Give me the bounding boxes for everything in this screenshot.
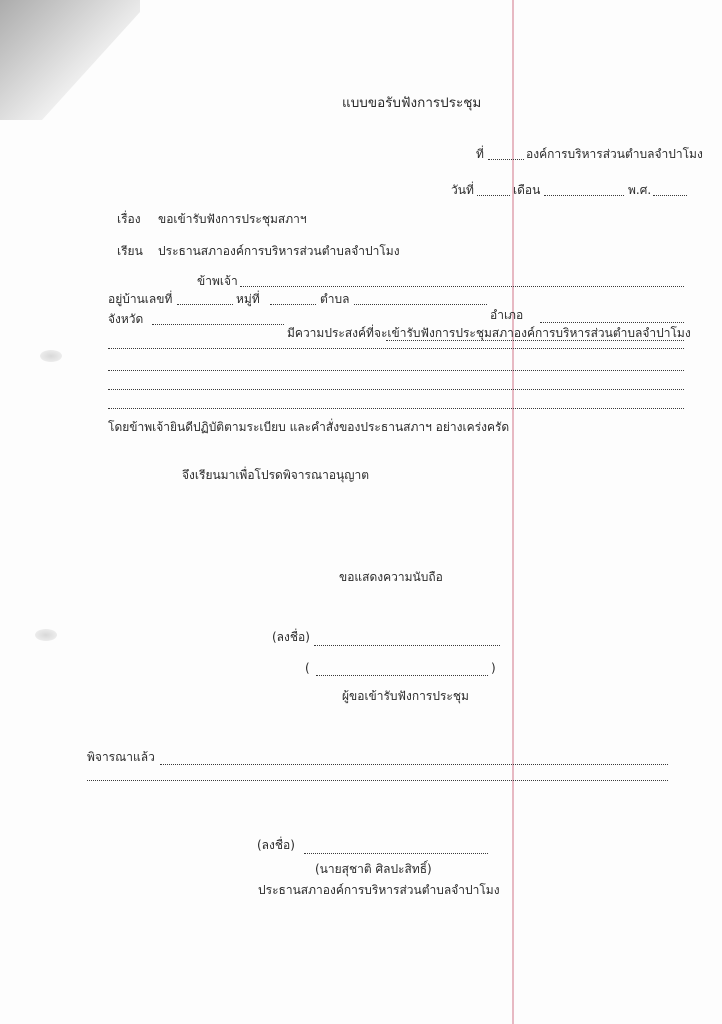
paren-close: ): [491, 661, 496, 675]
subject-label: เรื่อง: [117, 212, 141, 226]
applicant-printed-name-field[interactable]: [316, 675, 488, 676]
date-day-field[interactable]: [477, 195, 510, 196]
blank-line[interactable]: [108, 348, 684, 349]
blank-line[interactable]: [108, 408, 684, 409]
applicant-role: ผู้ขอเข้ารับฟังการประชุม: [342, 689, 469, 703]
date-year-label: พ.ศ.: [628, 183, 652, 197]
tambon-label: ตำบล: [320, 292, 350, 306]
tambon-field[interactable]: [354, 304, 487, 305]
amphoe-field[interactable]: [540, 322, 684, 323]
moo-label: หมู่ที่: [236, 292, 260, 306]
amphoe-label: อำเภอ: [490, 308, 524, 322]
chairman-signature-field[interactable]: [304, 853, 488, 854]
punch-hole: [40, 350, 62, 362]
scan-shadow: [0, 0, 140, 120]
at-label: ที่: [476, 147, 484, 161]
pledge-text: โดยข้าพเจ้ายินดีปฏิบัติตามระเบียบ และคำสั่งของประธานสภาฯ อย่างเคร่งครัด: [108, 420, 510, 434]
considered-label: พิจารณาแล้ว: [87, 750, 155, 764]
blank-line[interactable]: [108, 389, 684, 390]
to-label: เรียน: [117, 244, 143, 258]
applicant-signature-field[interactable]: [314, 645, 500, 646]
province-label: จังหวัด: [108, 312, 144, 326]
sign-label-1: (ลงชื่อ): [272, 630, 310, 644]
moo-field[interactable]: [270, 304, 316, 305]
to-value: ประธานสภาองค์การบริหารส่วนตำบลจำปาโมง: [158, 244, 400, 258]
at-value: องค์การบริหารส่วนตำบลจำปาโมง: [526, 147, 703, 161]
sign-label-2: (ลงชื่อ): [257, 838, 295, 852]
date-month-field[interactable]: [544, 195, 624, 196]
house-no-field[interactable]: [177, 304, 233, 305]
house-no-label: อยู่บ้านเลขที่: [108, 292, 173, 306]
form-title: แบบขอรับฟังการประชุม: [342, 95, 482, 111]
at-dots: [488, 159, 524, 160]
date-month-label: เดือน: [513, 183, 541, 197]
chairman-name: (นายสุชาติ ศิลปะสิทธิ์): [315, 862, 432, 876]
fold-line: [512, 0, 514, 1024]
punch-hole: [35, 629, 57, 641]
purpose-underline: [386, 340, 684, 341]
applicant-name-field[interactable]: [240, 286, 684, 287]
considered-field[interactable]: [160, 764, 668, 765]
paren-open: (: [305, 661, 310, 675]
request-text: จึงเรียนมาเพื่อโปรดพิจารณาอนุญาต: [182, 468, 370, 482]
chairman-title: ประธานสภาองค์การบริหารส่วนตำบลจำปาโมง: [258, 883, 500, 897]
closing-text: ขอแสดงความนับถือ: [339, 570, 443, 584]
considered-line-2[interactable]: [87, 780, 668, 781]
applicant-label: ข้าพเจ้า: [197, 274, 238, 288]
date-day-label: วันที่: [451, 183, 474, 197]
purpose-text: มีความประสงค์ที่จะเข้ารับฟังการประชุมสภาองค์การบริหารส่วนตำบลจำปาโมง: [287, 326, 691, 340]
blank-line[interactable]: [108, 370, 684, 371]
subject-value: ขอเข้ารับฟังการประชุมสภาฯ: [158, 212, 307, 226]
date-year-field[interactable]: [653, 195, 687, 196]
province-field[interactable]: [152, 324, 284, 325]
